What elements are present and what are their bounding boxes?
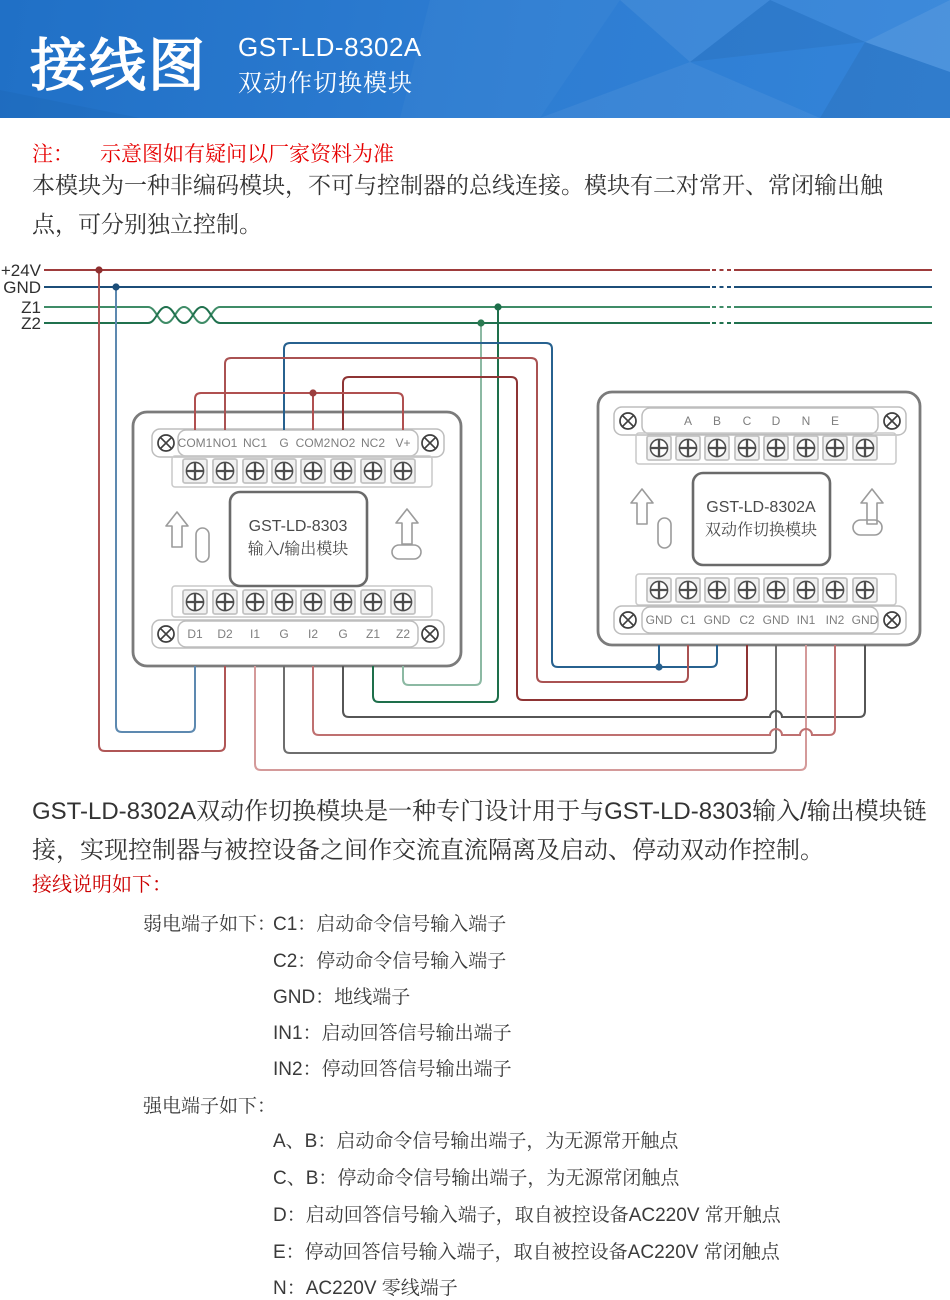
terminal-label: COM1 [177,436,213,450]
junction-dot [494,303,501,310]
terminal-label: GND [762,613,790,627]
right-top-label-strip [642,408,878,434]
terminal-label: Z1 [365,627,381,641]
bus-label-z2: Z2 [21,314,41,333]
right-module-name: GST-LD-8302A [706,499,816,516]
terminal-label: IN2 [825,613,845,627]
description-paragraph: GST-LD-8302A双动作切换模块是一种专门设计用于与GST-LD-8303输入/输出模块链接，实现控制器与被控设备之间作交流直流隔离及启动、停动双动作控制。 [32,798,927,864]
junction-dot [112,283,119,290]
bus-label-gnd: GND [3,278,41,297]
terminal-label: NO2 [330,436,356,450]
weak-item: C2：停动命令信号输入端子 [273,951,507,972]
weak-item: GND：地线端子 [273,987,411,1008]
strong-item: A、B：启动命令信号输出端子，为无源常开触点 [273,1131,679,1152]
terminal-label: NO1 [212,436,238,450]
left-bottom-label-strip [178,621,418,647]
right-module [598,392,920,645]
weak-item: C1：启动命令信号输入端子 [273,914,507,935]
left-module-type: 输入/输出模块 [247,541,349,558]
intro-paragraph: 本模块为一种非编码模块，不可与控制器的总线连接。模块有二对常开、常闭输出触点，可分别独立控制。 [32,172,883,237]
terminal-label: IN1 [796,613,816,627]
terminal-label: C2 [739,613,755,627]
strong-terminals-label: 强电端子如下： [143,1096,277,1117]
corner-screw-icon [884,612,900,628]
terminal-label: B [712,414,722,428]
note-text: 示意图如有疑问以厂家资料为准 [100,143,394,166]
junction-dot [477,319,484,326]
left-module-nameplate [230,492,367,586]
terminal-label: Z2 [395,627,411,641]
terminal-label: GND [703,613,731,627]
terminal-label: G [279,436,289,450]
bus-label-z1: Z1 [21,298,41,317]
weak-item: IN2：停动回答信号输出端子 [273,1059,512,1080]
model-name: 双动作切换模块 [238,70,413,97]
strong-item: C、B：停动命令信号输出端子，为无源常闭触点 [273,1168,680,1189]
terminal-label: G [279,627,289,641]
terminal-label: G [338,627,348,641]
terminal-label: I1 [249,627,261,641]
terminal-label: D1 [187,627,203,641]
left-module-name: GST-LD-8303 [248,518,348,535]
terminal-label: E [830,414,840,428]
terminal-label: N [801,414,811,428]
terminal-label: GND [851,613,879,627]
wiring-notes-heading: 接线说明如下： [32,874,172,896]
terminal-label: GND [645,613,673,627]
corner-screw-icon [620,612,636,628]
strong-item: D：启动回答信号输入端子，取自被控设备AC220V 常开触点 [273,1205,781,1226]
corner-screw-icon [158,435,174,451]
weak-item: IN1：启动回答信号输出端子 [273,1023,512,1044]
terminal-label: COM2 [295,436,331,450]
terminal-label: D2 [217,627,233,641]
terminal-label: A [683,414,693,428]
corner-screw-icon [884,413,900,429]
terminal-label: NC2 [360,436,386,450]
terminal-label: C1 [680,613,696,627]
page-title: 接线图 [30,34,207,98]
bus-z2 [44,307,932,323]
junction-dot [655,663,662,670]
strong-item: E：停动回答信号输入端子，取自被控设备AC220V 常闭触点 [273,1242,780,1263]
model-number: GST-LD-8302A [238,32,422,62]
terminal-label: V+ [395,436,411,450]
bus-lines [44,270,932,323]
corner-screw-icon [620,413,636,429]
bus-label-24v: +24V [0,261,41,280]
terminal-label: D [771,414,781,428]
weak-terminals-label: 弱电端子如下： [143,914,277,935]
right-module-type: 双动作切换模块 [704,522,818,539]
junction-dot [95,266,102,273]
corner-screw-icon [422,626,438,642]
corner-screw-icon [158,626,174,642]
terminal-label: NC1 [242,436,268,450]
note-label: 注： [32,143,74,166]
left-module [133,412,461,666]
corner-screw-icon [422,435,438,451]
right-module-nameplate [693,473,830,565]
bus-z1 [44,307,932,323]
junction-dot [309,389,316,396]
terminal-label: C [742,414,752,428]
strong-item: N：AC220V 零线端子 [273,1278,458,1299]
terminal-label: I2 [307,627,319,641]
